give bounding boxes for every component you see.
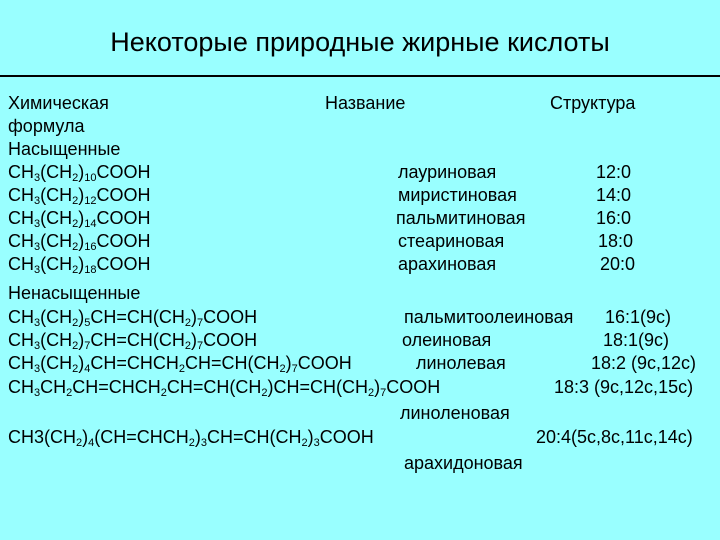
acid-name: пальмитоолеиновая	[404, 307, 574, 327]
section-saturated: Насыщенные	[8, 139, 121, 159]
formula-row: $CH_3(CH_2)_{16}COOH$	[8, 231, 151, 253]
formula-row: $CH_3(CH_2)_4CH=CHCH_2CH=CH(CH_2)_7COOH$	[8, 353, 352, 375]
section-unsaturated: Ненасыщенные	[8, 283, 141, 303]
formula-row: $CH_3(CH_2)_7CH=CH(CH_2)_7COOH$	[8, 330, 258, 352]
formula-row: $CH3(CH_2)_4(CH=CHCH_2)_3CH=CH(CH_2)_3COOH$	[8, 427, 374, 449]
formula-row: $CH_3(CH_2)_5CH=CH(CH_2)_7COOH$	[8, 307, 258, 329]
title-divider	[0, 75, 720, 77]
acid-structure: 20:0	[600, 254, 636, 274]
acid-name: арахидоновая	[404, 453, 523, 473]
header-formula-line2: формула	[8, 116, 85, 136]
acid-name: стеариновая	[398, 231, 505, 251]
acid-name: линолевая	[416, 353, 506, 373]
acid-structure: 18:2 (9c,12c)	[591, 353, 697, 373]
formula-row: $CH_3(CH_2)_{12}COOH$	[8, 185, 151, 207]
acid-structure: 20:4(5c,8c,11c,14c)	[536, 427, 693, 447]
acid-structure: 18:0	[598, 231, 634, 251]
acid-name: олеиновая	[402, 330, 492, 350]
acid-name: арахиновая	[398, 254, 497, 274]
acid-structure: 12:0	[596, 162, 632, 182]
acid-name: лауриновая	[398, 162, 497, 182]
header-name: Название	[325, 93, 406, 113]
formula-row: $CH_3CH_2CH=CHCH_2CH=CH(CH_2)CH=CH(CH_2)_7COOH$	[8, 377, 441, 399]
header-structure: Структура	[550, 93, 636, 113]
acid-structure: 18:3 (9c,12c,15c)	[554, 377, 694, 397]
acid-name: пальмитиновая	[396, 208, 526, 228]
formula-row: $CH_3(CH_2)_{14}COOH$	[8, 208, 151, 230]
formula-row: $CH_3(CH_2)_{18}COOH$	[8, 254, 151, 276]
header-formula-line1: Химическая	[8, 93, 109, 113]
slide-title: Некоторые природные жирные кислоты	[110, 27, 610, 57]
acid-structure: 16:1(9c)	[605, 307, 672, 327]
acid-name: миристиновая	[398, 185, 517, 205]
acid-structure: 18:1(9c)	[603, 330, 670, 350]
formula-row: $CH_3(CH_2)_{10}COOH$	[8, 162, 151, 184]
acid-name: линоленовая	[400, 403, 510, 423]
acid-structure: 14:0	[596, 185, 632, 205]
acid-structure: 16:0	[596, 208, 632, 228]
